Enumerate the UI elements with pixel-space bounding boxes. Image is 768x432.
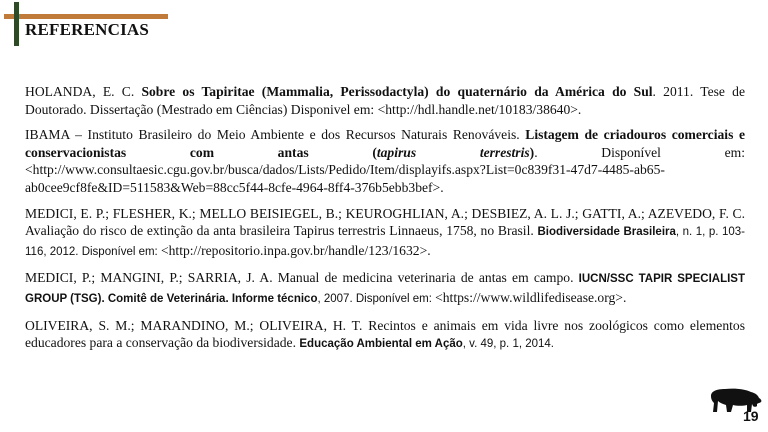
page-title: REFERENCIAS	[25, 20, 150, 39]
reference-link: <http://repositorio.inpa.gov.br/handle/123/1632>.	[160, 242, 431, 258]
reference-text: OLIVEIRA, S. M.; MARANDINO, M.; OLIVEIRA, H. T. Recintos e animais em vida livre nos zoológicos como elementos educadores para a conservação da biodiversidade.	[25, 317, 745, 351]
reference-item-medici-2012	[25, 205, 745, 262]
reference-details: , 2007. Disponível em:	[317, 292, 436, 305]
reference-title: Listagem de criadouros comerciais e conservacionistas com antas (	[25, 127, 745, 160]
reference-text: . Disponível em: <http://www.consultaesic.cgu.gov.br/busca/dados/Lists/Pedido/Item/displayifs.aspx?List=0c839f31-47d7-4485-ab65-ab0cee9cf8fe&ID=511583&Web=88cc5f44-8cfe-4964-8ff4-376b5ebb3bef>.	[25, 144, 745, 195]
reference-text: IBAMA – Instituto Brasileiro do Meio Ambiente e dos Recursos Naturais Renováveis.	[25, 127, 526, 143]
reference-item-medici-2007	[25, 269, 745, 308]
header-decoration-post	[14, 2, 19, 46]
reference-journal: Educação Ambiental em Ação	[299, 338, 463, 351]
reference-publisher: IUCN/SSC TAPIR SPECIALIST GROUP (TSG). Comitê de Veterinária. Informe técnico	[25, 273, 745, 305]
reference-link: <https://www.wildlifedisease.org>.	[435, 289, 627, 305]
reference-item-ibama	[25, 126, 745, 196]
reference-list	[25, 83, 745, 362]
reference-item-oliveira	[25, 317, 745, 354]
reference-title: Sobre os Tapiritae (Mammalia, Perissodactyla) do quaternário da América do Sul	[141, 84, 653, 99]
reference-text: MEDICI, P.; MANGINI, P.; SARRIA, J. A. Manual de medicina veterinaria de antas em campo.	[25, 270, 579, 286]
page-number: 19	[743, 408, 759, 424]
reference-details: , n. 1, p. 103-116, 2012. Disponível em:	[25, 226, 746, 258]
reference-text: . 2011. Tese de Doutorado. Dissertação (Mestrado em Ciências) Disponivel em: <http://hdl.handle.net/10183/38640>.	[25, 84, 745, 117]
reference-details: , v. 49, p. 1, 2014.	[462, 338, 555, 351]
header-decoration-bar	[4, 14, 168, 19]
reference-journal: Biodiversidade Brasileira	[537, 226, 676, 239]
reference-title: )	[529, 144, 535, 160]
reference-species: tapirus terrestris	[376, 144, 530, 160]
reference-text: HOLANDA, E. C.	[25, 84, 142, 99]
reference-item-holanda	[25, 83, 745, 118]
reference-text: MEDICI, E. P.; FLESHER, K.; MELLO BEISIEGEL, B.; KEUROGHLIAN, A.; DESBIEZ, A. L. J.; GATTI, A.; AZEVEDO, F. C. Avaliação do risco de extinção da anta brasileira Tapirus terrestris Linnaeus, 1758, no Brasil.	[25, 205, 745, 239]
